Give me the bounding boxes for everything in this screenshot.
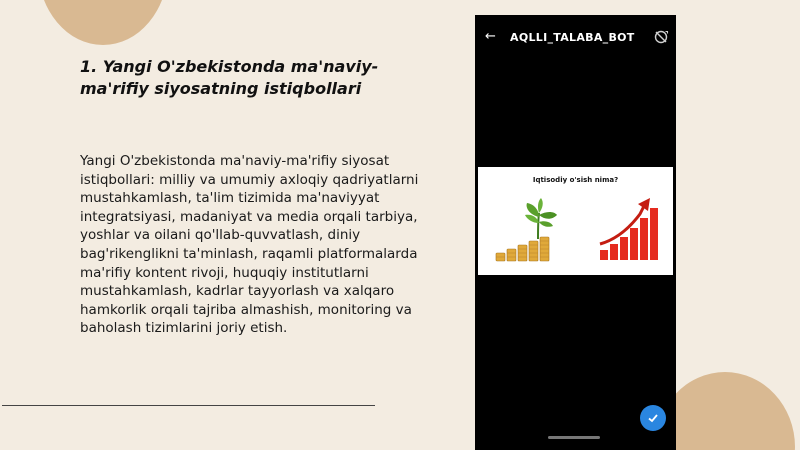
home-indicator[interactable] [548, 436, 600, 439]
image-title: Iqtisodiy o'sish nima? [532, 176, 619, 184]
slide-title: 1. Yangi O'zbekistonda ma'naviy-ma'rifiy siyosatning istiqbollari [80, 57, 379, 98]
decorative-circle-top [38, 0, 168, 45]
check-icon [647, 412, 659, 424]
coins-plant-illustration [494, 195, 566, 263]
screen-rotate-icon[interactable] [653, 29, 669, 45]
shared-image[interactable] [478, 167, 673, 275]
decorative-circle-bottom [655, 372, 795, 450]
phone-header [475, 15, 676, 61]
slide-body-text: Yangi O'zbekistonda ma'naviy-ma'rifiy siyosat istiqbollari: milliy va umumiy axloqiy qadriyatlarni mustahkamlash, ta'lim tizimida ma'naviyyat integratsiyasi, madaniyat va media orqali tarbiya, yoshlar va oilani qo'llab-quvvatlash, diniy bag'rikenglikni ta'minlash, raqamli platformalarda ma'rifiy kontent rivoji, huquqiy institutlarni mustahkamlash, kadrlar tayyorlash va xalqaro hamkorlik orqali tajriba almashish, monitoring va baholash tizimlarini joriy etish. [80, 153, 419, 337]
bot-title: AQLLI_TALABA_BOT [510, 31, 635, 44]
phone-screenshot [475, 15, 676, 450]
growth-chart-illustration [598, 192, 660, 262]
confirm-check-button[interactable] [640, 405, 666, 431]
divider-line [2, 405, 375, 406]
back-arrow-icon[interactable]: ← [485, 29, 496, 44]
